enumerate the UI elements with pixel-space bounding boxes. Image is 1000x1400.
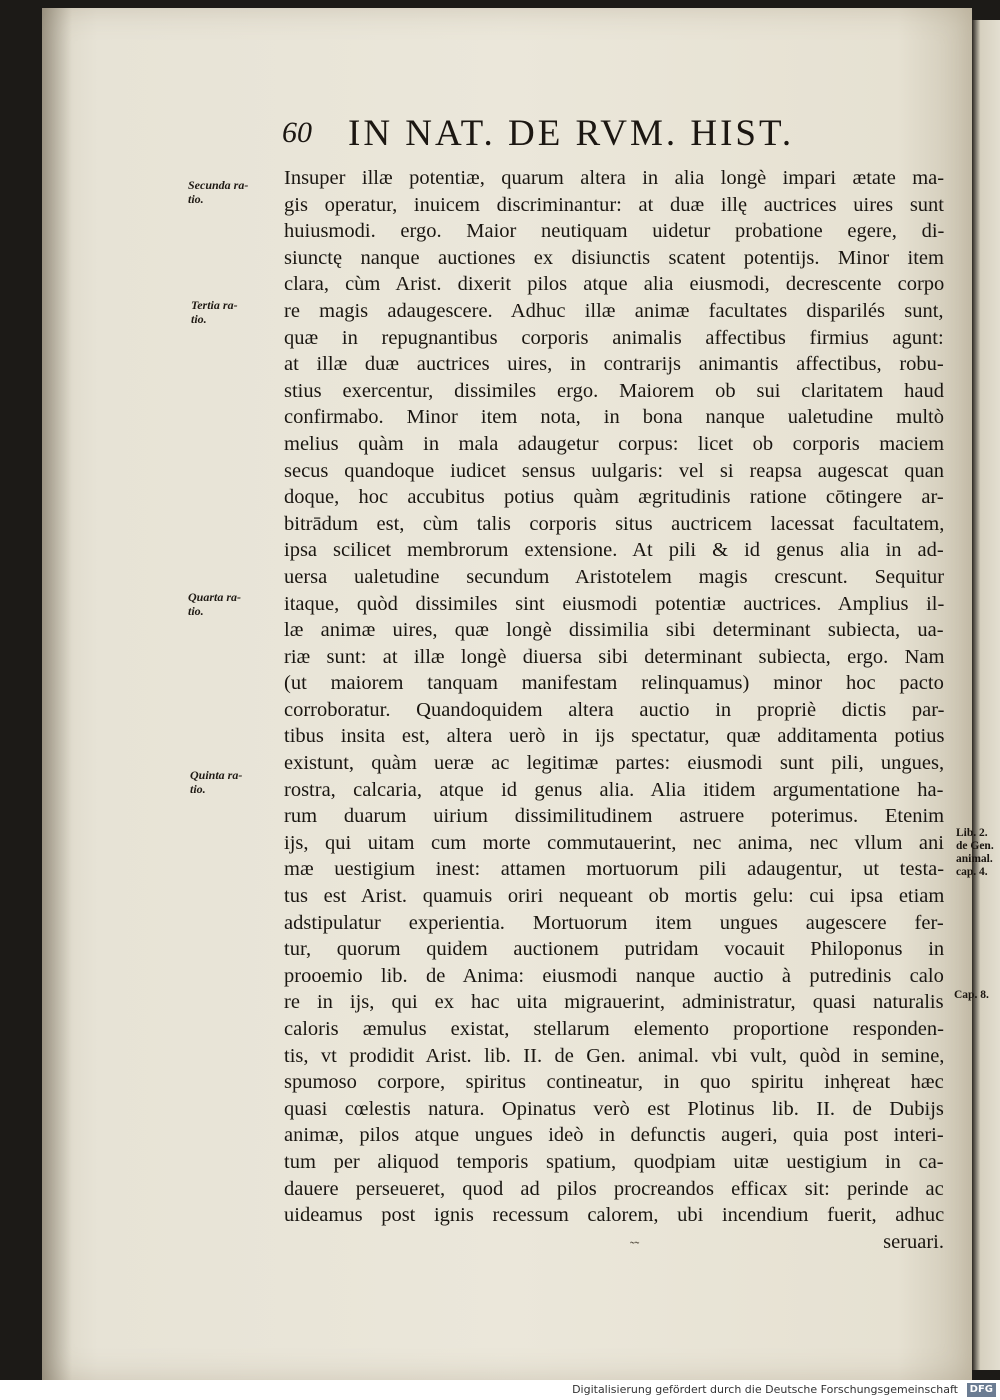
margin-note-secunda-ratio bbox=[188, 178, 248, 206]
text-line: rostra, calcaria, atque id genus alia. Alia itidem argumentatione ha- bbox=[284, 778, 944, 801]
text-line: re in ijs, qui ex hac uita migrauerint, administratur, quasi naturalis bbox=[284, 991, 944, 1014]
margin-reference-lib bbox=[956, 827, 994, 879]
dfg-logo-icon: DFG bbox=[967, 1383, 996, 1397]
margin-note-line: tio. bbox=[191, 312, 207, 326]
text-line: uersa ualetudine secundum Aristotelem magis crescunt. Sequitur bbox=[284, 565, 945, 588]
text-line: ipsa scilicet membrorum extensione. At pili & id genus alia in ad- bbox=[284, 539, 944, 562]
text-line: corroboratur. Quandoquidem altera auctio in propriè dictis par- bbox=[284, 698, 945, 721]
page-header bbox=[280, 112, 920, 152]
text-line: re magis adaugescere. Adhuc illæ animæ facultates disparilés sunt, bbox=[284, 299, 944, 322]
text-line: ijs, qui uitam cum morte commutauerint, nec anima, nec vllum ani bbox=[284, 831, 944, 854]
margin-reference-line: de Gen. bbox=[956, 840, 994, 852]
text-line: quæ in repugnantibus corporis animalis affectibus firmius agunt: bbox=[284, 326, 944, 349]
margin-reference-line: animal. bbox=[956, 853, 993, 865]
margin-note-line: tio. bbox=[188, 192, 204, 206]
text-line: at illæ duæ auctrices uires, in contrarijs animantis affectibus, robu- bbox=[284, 353, 944, 376]
page-number: 60 bbox=[282, 116, 312, 149]
margin-note-line: Quarta ra- bbox=[188, 590, 242, 604]
margin-reference-line: cap. 4. bbox=[956, 866, 988, 878]
margin-note-line: tio. bbox=[188, 604, 204, 618]
ornament-mark: ˜˜ bbox=[630, 1240, 640, 1255]
text-line: existunt, quàm ueræ ac legitimæ partes: eiusmodi sunt pili, ungues, bbox=[284, 752, 945, 775]
text-line: quasi cœlestis natura. Opinatus verò est Plotinus lib. II. de Dubijs bbox=[284, 1097, 944, 1120]
text-line: læ animæ uires, quæ longè dissimilia sibi determinant subiecta, ua- bbox=[284, 619, 944, 642]
text-line: clara, cùm Arist. dixerit pilos atque alia eiusmodi, decrescente corpo bbox=[284, 273, 945, 296]
text-line: melius quàm in mala adaugetur corpus: licet ob corporis maciem bbox=[284, 432, 945, 455]
text-line: spumoso corpore, spiritus contineatur, in quo spiritu inhęreat hæc bbox=[284, 1071, 944, 1094]
text-line: seruari. bbox=[883, 1230, 944, 1253]
margin-note-tertia-ratio bbox=[191, 298, 238, 326]
running-title: IN NAT. DE RVM. HIST. bbox=[348, 113, 795, 154]
text-line: prooemio lib. de Anima: eiusmodi nanque auctio à putredinis calo bbox=[284, 964, 944, 987]
text-line: tibus insita est, altera uerò in ijs spectatur, quæ additamenta potius bbox=[284, 725, 945, 748]
text-line: Insuper illæ potentiæ, quarum altera in alia longè impari ætate ma- bbox=[284, 167, 945, 189]
text-line: itaque, quòd dissimiles sint eiusmodi potentiæ auctrices. Amplius il- bbox=[284, 592, 945, 615]
gutter-shadow bbox=[42, 8, 72, 1380]
next-page-edge bbox=[972, 20, 1000, 1370]
text-line: caloris æmulus existat, stellarum elemento proportione responden- bbox=[284, 1018, 944, 1040]
margin-reference-cap bbox=[954, 989, 989, 1002]
margin-note-line: Tertia ra- bbox=[191, 298, 238, 312]
margin-reference-line: Cap. 8. bbox=[954, 989, 989, 1001]
text-line: dauere perseueret, quod ad pilos procreandos efficax sit: perinde ac bbox=[284, 1177, 944, 1200]
text-line: confirmabo. Minor item nota, in bona nanque ualetudine multò bbox=[284, 406, 944, 429]
margin-reference-line: Lib. 2. bbox=[956, 827, 988, 839]
text-line: bitrādum est, cùm talis corporis situs auctricem lacessat facultatem, bbox=[284, 512, 945, 535]
margin-note-line: Secunda ra- bbox=[188, 178, 249, 192]
footer-bar bbox=[0, 1380, 1000, 1400]
body-text bbox=[284, 165, 944, 1255]
text-line: secus quandoque iudicet sensus uulgaris: vel si reapsa augescat quan bbox=[284, 459, 945, 482]
margin-note-line: Quinta ra- bbox=[190, 768, 243, 782]
text-line: tur, quorum quidem auctionem putridam vocauit Philoponus in bbox=[284, 938, 945, 961]
text-line: huiusmodi. ergo. Maior neutiquam uidetur probatione egere, di- bbox=[284, 220, 945, 243]
text-line: (ut maiorem tanquam manifestam relinquamus) minor hoc pacto bbox=[284, 672, 944, 695]
footer-credit: Digitalisierung gefördert durch die Deutsche Forschungsgemeinschaft bbox=[572, 1383, 958, 1396]
text-line: tus est Arist. quamuis oriri nequeant ob mortis gelu: cui ipsa etiam bbox=[284, 885, 945, 908]
text-line: mæ uestigium inest: attamen mortuorum pili adaugentur, ut testa- bbox=[284, 858, 945, 881]
text-line: tis, vt prodidit Arist. lib. II. de Gen. animal. vbi vult, quòd in semine, bbox=[284, 1044, 945, 1067]
text-line: adstipulatur experientia. Mortuorum item ungues augescere fer- bbox=[284, 911, 944, 934]
margin-note-quarta-ratio bbox=[188, 590, 241, 618]
margin-note-quinta-ratio bbox=[190, 768, 242, 796]
margin-note-line: tio. bbox=[190, 782, 206, 796]
text-line: siunctę nanque auctiones ex disiunctis scatent potentijs. Minor item bbox=[284, 246, 944, 269]
text-line: animæ, pilos atque ungues ideò in defunctis augeri, quia post interi- bbox=[284, 1124, 944, 1147]
text-line: rum duarum uirium dissimilitudinem astruere poterimus. Etenim bbox=[284, 805, 945, 828]
text-line: doque, hoc accubitus potius quàm ægritudinis ratione cōtingere ar- bbox=[284, 486, 944, 509]
text-line: uideamus post ignis recessum calorem, ubi incendium fuerit, adhuc bbox=[284, 1204, 945, 1227]
text-line: stius exercentur, dissimiles ergo. Maiorem ob sui claritatem haud bbox=[284, 379, 944, 402]
text-line: gis operatur, inuicem discriminantur: at duæ illę auctrices uires sunt bbox=[284, 193, 944, 216]
text-line: riæ sunt: at illæ longè diuersa sibi determinant subiecta, ergo. Nam bbox=[284, 645, 945, 668]
text-line: tum per aliquod temporis spatium, quodpiam uitæ uestigium in ca- bbox=[284, 1150, 944, 1173]
